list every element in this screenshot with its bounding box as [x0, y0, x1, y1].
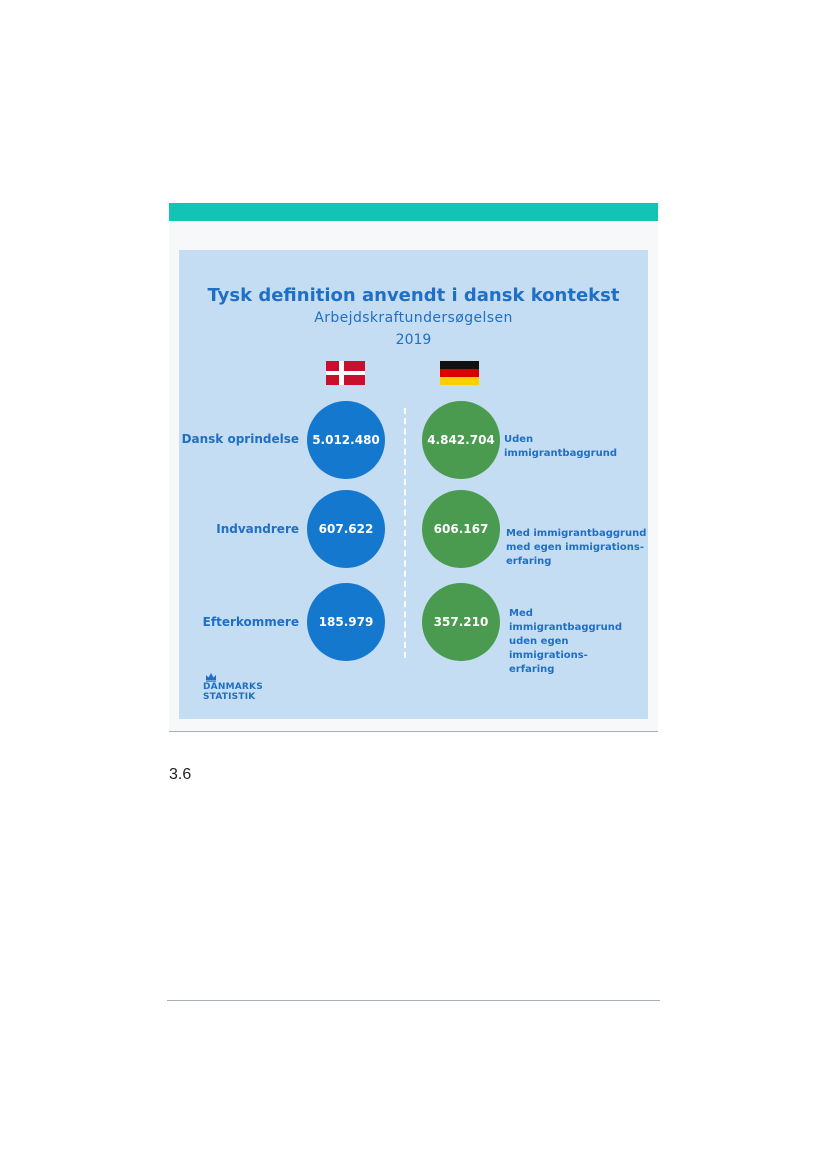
description-line: med egen immigrations-: [506, 542, 644, 553]
de-value-circle: [422, 583, 500, 661]
row-description: [504, 433, 648, 461]
teal-header-bar: [169, 203, 658, 221]
description-line: uden egen immigrations-: [509, 636, 588, 661]
row-description: [506, 527, 646, 569]
danish-flag-icon: [326, 361, 365, 385]
description-line: Med immigrantbaggrund: [509, 608, 622, 633]
row-label-efterkommere: Efterkommere: [202, 615, 299, 629]
dk-value-circle: [307, 583, 385, 661]
row-label-indvandrere: Indvandrere: [216, 522, 299, 536]
german-flag-icon: [440, 361, 479, 385]
de-value-circle: [422, 490, 500, 568]
infographic-title: Tysk definition anvendt i dansk kontekst: [207, 285, 620, 306]
column-divider: [404, 408, 406, 658]
infographic-year: 2019: [395, 332, 432, 348]
description-line: Med immigrantbaggrund: [506, 528, 647, 539]
infographic-panel: [179, 250, 648, 719]
dk-value: 185.979: [318, 615, 374, 629]
danmarks-statistik-logo: [203, 672, 263, 702]
row-label-dansk-oprindelse: Dansk oprindelse: [181, 432, 299, 446]
logo-line-2: STATISTIK: [203, 692, 256, 702]
description-line: erfaring: [506, 556, 552, 567]
de-value: 606.167: [433, 522, 489, 536]
crown-icon: [205, 672, 217, 682]
figure-frame: [169, 221, 658, 732]
section-number: 3.6: [169, 766, 192, 783]
dk-value-circle: [307, 401, 385, 479]
de-value: 357.210: [433, 615, 489, 629]
dk-value: 607.622: [318, 522, 374, 536]
row-description: [509, 607, 648, 677]
dk-value: 5.012.480: [312, 433, 380, 447]
logo-line-1: DANMARKS: [203, 682, 263, 692]
description-line: Uden immigrantbaggrund: [504, 434, 617, 459]
description-line: erfaring: [509, 664, 555, 675]
de-value: 4.842.704: [427, 433, 495, 447]
bottom-rule: [167, 1000, 660, 1001]
infographic-subtitle: Arbejdskraftundersøgelsen: [314, 310, 513, 326]
de-value-circle: [422, 401, 500, 479]
dk-value-circle: [307, 490, 385, 568]
